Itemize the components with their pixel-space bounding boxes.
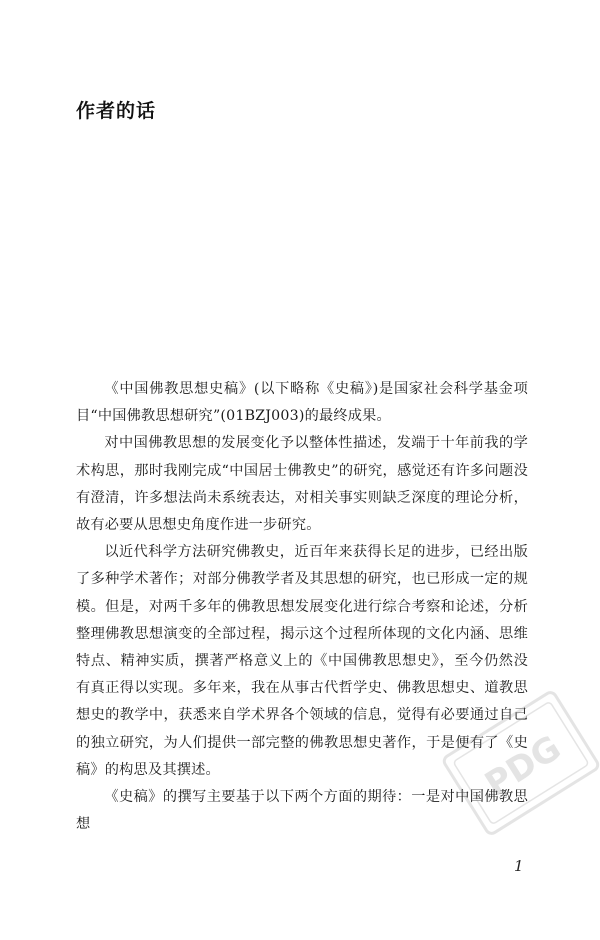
paragraph-4: 《史稿》的撰写主要基于以下两个方面的期待：一是对中国佛教思想 [76, 789, 528, 833]
chapter-title: 作者的话 [76, 100, 157, 122]
paragraph-3: 以近代科学方法研究佛教史，近百年来获得长足的进步，已经出版了多种学术著作；对部分佛教学者及其思想的研究，也已形成一定的规模。但是，对两千多年的佛教思想发展变化进行综合考察和论述，分析整理佛教思想演变的全部过程，揭示这个过程所体现的文化内涵、思维特点、精神实质，撰著严格意义上的《中国佛教思想史》，至今仍然没有真正得以实现。多年来，我在从事古代哲学史、佛教思想史、道教思想史的教学中，获悉来自学术界各个领域的信息，觉得有必要通过自己的独立研究，为人们提供一部完整的佛教思想史著作，于是便有了《史稿》的构思及其撰述。 [76, 544, 528, 778]
paragraph-2: 对中国佛教思想的发展变化予以整体性描述，发端于十年前我的学术构思，那时我刚完成“中国居士佛教史”的研究，感觉还有许多问题没有澄清，许多想法尚未系统表达，对相关事实则缺乏深度的理论分析，故有必要从思想史角度作进一步研究。 [76, 435, 528, 534]
watermark-text: PDG [478, 727, 569, 805]
paragraph-1: 《中国佛教思想史稿》(以下略称《史稿》)是国家社会科学基金项目“中国佛教思想研究”(01BZJ003)的最终成果。 [76, 381, 528, 425]
page-number: 1 [514, 857, 524, 875]
